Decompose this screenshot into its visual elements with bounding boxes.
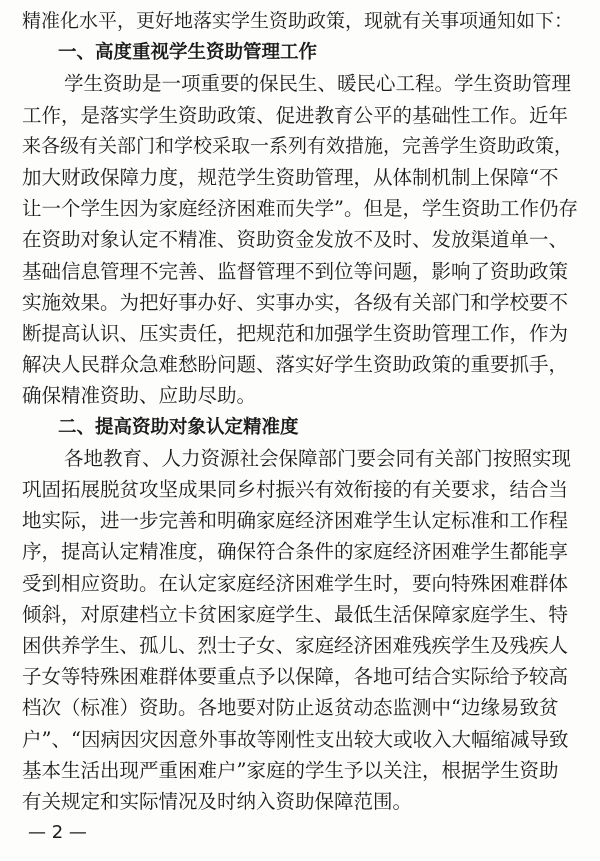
text-line-23: 档次（标准）资助。各地要对防止返贫动态监测中“边缘易致贫 bbox=[22, 696, 559, 719]
text-line-16: 巩固拓展脱贫攻坚成果同乡村振兴有效衔接的有关要求，结合当 bbox=[22, 478, 569, 501]
text-line-20: 倾斜，对原建档立卡贫困家庭学生、最低生活保障家庭学生、特 bbox=[22, 603, 569, 626]
text-line-6: 加大财政保障力度，规范学生资助管理，从体制机制上保障“不 bbox=[22, 166, 559, 189]
text-line-13: 确保精准资助、应助尽助。 bbox=[22, 384, 257, 407]
text-line-5: 来各级有关部门和学校采取一系列有效措施，完善学生资助政策， bbox=[22, 135, 574, 157]
text-line-21: 困供养学生、孤儿、烈士子女、家庭经济困难残疾学生及残疾人 bbox=[22, 634, 569, 657]
section-heading-1: 一、高度重视学生资助管理工作 bbox=[58, 42, 318, 63]
text-line-17: 地实际，进一步完善和明确家庭经济困难学生认定标准和工作程 bbox=[22, 509, 569, 532]
page-number: — 2 — bbox=[28, 822, 87, 843]
text-line-12: 解决人民群众急难愁盼问题、落实好学生资助政策的重要抓手， bbox=[22, 353, 569, 376]
text-line-9: 基础信息管理不完善、监督管理不到位等问题，影响了资助政策 bbox=[22, 260, 569, 283]
text-line-22: 子女等特殊困难群体要重点予以保障，各地可结合实际给予较高 bbox=[22, 665, 569, 688]
text-line-1: 精准化水平，更好地落实学生资助政策，现就有关事项通知如下： bbox=[22, 10, 574, 32]
text-line-8: 在资助对象认定不精准、资助资金发放不及时、发放渠道单一、 bbox=[22, 228, 569, 251]
text-line-19: 受到相应资助。在认定家庭经济困难学生时，要向特殊困难群体 bbox=[22, 572, 569, 595]
text-line-25: 基本生活出现严重困难户”家庭的学生予以关注，根据学生资助 bbox=[22, 759, 559, 782]
text-line-15: 各地教育、人力资源社会保障部门要会同有关部门按照实现 bbox=[64, 447, 572, 470]
text-line-7: 让一个学生因为家庭经济困难而失学”。但是，学生资助工作仍存 bbox=[22, 197, 578, 220]
section-heading-2: 二、提高资助对象认定精准度 bbox=[58, 417, 299, 438]
text-line-26: 有关规定和实际情况及时纳入资助保障范围。 bbox=[22, 790, 413, 813]
text-line-24: 户”、“因病因灾因意外事故等刚性支出较大或收入大幅缩减导致 bbox=[22, 728, 569, 751]
text-line-11: 断提高认识、压实责任，把规范和加强学生资助管理工作，作为 bbox=[22, 322, 569, 345]
text-line-10: 实施效果。为把好事办好、实事办实，各级有关部门和学校要不 bbox=[22, 291, 569, 314]
text-line-18: 序，提高认定精准度，确保符合条件的家庭经济困难学生都能享 bbox=[22, 540, 569, 563]
text-line-3: 学生资助是一项重要的保民生、暖民心工程。学生资助管理 bbox=[64, 72, 572, 95]
text-line-4: 工作，是落实学生资助政策、促进教育公平的基础性工作。近年 bbox=[22, 104, 569, 127]
